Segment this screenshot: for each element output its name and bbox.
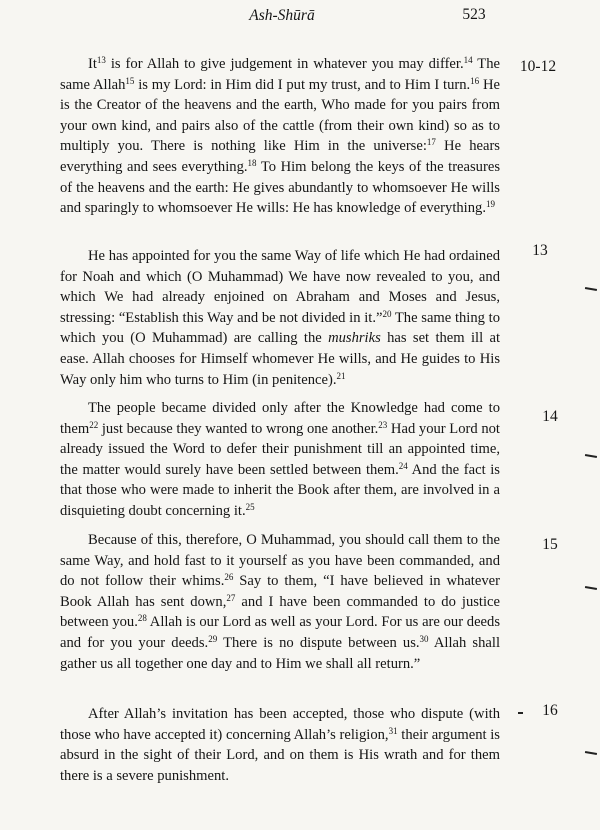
footnote-ref: 25	[245, 501, 255, 512]
text-run: To Him belong the keys of the treasures of the heavens and the earth: He gives abundantly to whomsoever He wills and sparingly to whomsoever He wills: He has knowledge of everything.	[60, 158, 500, 217]
footnote-ref: 23	[378, 419, 388, 430]
verse-number: 16	[542, 702, 558, 719]
paragraph-verse-15	[60, 530, 500, 674]
text-run: has set them ill at ease. Allah chooses for Himself whomever He wills, and He guides to His Way only him who turns to Him (in penitence).	[60, 330, 500, 388]
text-run: their argument is absurd in the sight of their Lord, and on them is His wrath and for them there is a severe punishment.	[60, 726, 500, 784]
verse-number: 15	[542, 536, 558, 553]
footnote-ref: 21	[336, 370, 346, 381]
text-run: He is the Creator of the heavens and the earth, Who made for you pairs from your own kind, and pairs also of the cattle (from their own kind) so as to multiply you. There is nothing like Him in the universe:	[60, 76, 500, 155]
footnote-ref: 13	[96, 55, 106, 65]
text-run: He hears everything and sees everything.	[60, 138, 500, 175]
footnote-ref: 28	[137, 613, 147, 624]
footnote-ref: 27	[226, 592, 236, 603]
text-run: He has appointed for you the same Way of life which He had ordained for Noah and which (O Muhammad) We have now revealed to you, and which We had already enjoined on Abraham and Moses and Jesus, stressing: “Establish this Way and be not divided in it.”	[60, 248, 500, 326]
surah-title: Ash-Shūrā	[249, 7, 315, 24]
page-number: 523	[462, 6, 486, 23]
footnote-ref: 26	[224, 572, 234, 583]
footnote-ref: 14	[463, 55, 473, 65]
text-run: And the fact is that those who were made to inherit the Book after them, are involved in a disquieting doubt concerning it.	[60, 461, 500, 519]
footnote-ref: 22	[89, 419, 99, 430]
text-run: The same Allah	[60, 56, 500, 93]
italic-term: mushriks	[328, 330, 381, 347]
footnote-ref: 30	[419, 633, 429, 644]
footnote-ref: 29	[208, 633, 218, 644]
text-run: The same thing to which you (O Muhammad) are calling the	[60, 309, 501, 347]
text-run: and I have been commanded to do justice between you.	[60, 593, 500, 631]
text-run: Allah is our Lord as well as your Lord. For us are our deeds and for you your deeds.	[60, 614, 500, 651]
footnote-ref: 17	[426, 137, 436, 148]
paragraph-verses-10-12	[60, 54, 500, 219]
text-run: There is no dispute between us.	[217, 634, 420, 651]
text-run: After Allah’s invitation has been accepted, those who dispute (with those who have accepted it) concerning Allah’s religion,	[60, 706, 500, 743]
footnote-ref: 16	[470, 75, 480, 86]
footnote-ref: 19	[485, 199, 495, 210]
margin-dash-mark	[585, 751, 597, 755]
margin-dash-mark	[585, 454, 597, 458]
footnote-ref: 15	[125, 75, 135, 86]
text-run: Because of this, therefore, O Muhammad, you should call them to the same Way, and hold fast to it yourself as you have been commanded, and do not follow their whims.	[60, 532, 500, 590]
footnote-ref: 18	[247, 157, 257, 168]
paragraph-verse-13	[60, 246, 500, 390]
margin-dash-mark	[585, 287, 597, 291]
verse-number: 14	[542, 408, 558, 425]
footnote-ref: 20	[382, 308, 392, 319]
text-run: is for Allah to give judgement in whatever you may differ.	[105, 56, 464, 72]
paragraph-verse-14	[60, 398, 500, 522]
margin-dash-mark	[585, 586, 597, 590]
footnote-ref: 31	[388, 725, 398, 736]
text-run: is my Lord: in Him did I put my trust, and to Him I turn.	[134, 76, 471, 93]
verse-number: 10-12	[519, 58, 557, 75]
text-run: It	[88, 56, 97, 72]
paragraph-verse-16	[60, 704, 500, 786]
verse-number: 13	[532, 242, 548, 259]
footnote-ref: 24	[398, 460, 408, 471]
text-run: Allah shall gather us all together one day and to Him we shall all return.”	[60, 634, 500, 672]
text-run: Say to them, “I have believed in whatever Book Allah has sent down,	[60, 573, 500, 610]
text-run: just because they wanted to wrong one another.	[98, 420, 379, 437]
text-run: Had your Lord not already issued the Word to defer their punishment till an appointed time, the matter would surely have been settled between them.	[60, 420, 500, 478]
margin-dot-mark	[518, 712, 523, 714]
text-run: The people became divided only after the Knowledge had come to them	[60, 400, 500, 437]
